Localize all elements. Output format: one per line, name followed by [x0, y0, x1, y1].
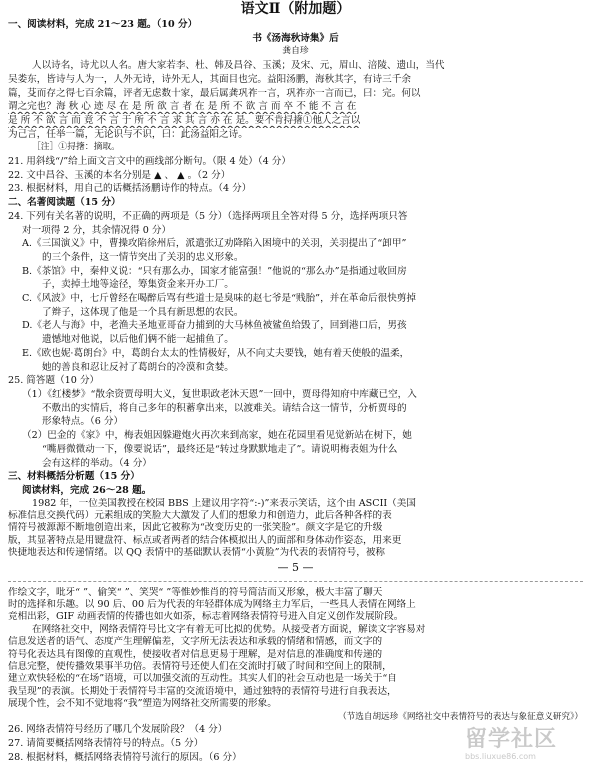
- material-line: 标准信息交换代码）元素组成的笑脸大大激发了人们的想象力和创造力，此后各种各样的表: [8, 510, 392, 522]
- essay-author: 龚自珍: [282, 46, 309, 57]
- passage-line-underlined: 是 所 不 欲 言 而 竟 不 言 于 所 不 言 求 其 言 亦 在 是。要不肯挦撦①他人之言以: [8, 114, 361, 126]
- passage-line: 为己言，任举一篇，无论识与不识，曰：此汤益阳之诗。: [8, 128, 248, 140]
- section1-header: 一、阅读材料，完成 21～23 题。（10 分）: [8, 19, 198, 30]
- question-25-2: （2）巴金的《家》中，梅表姐因躲避炮火再次来到高家，她在花园里看见觉新站在树下，她: [22, 430, 412, 442]
- material-line: 信息发送者的语气、态度产生理解偏差，文字所无法表达和承载的情绪和情感，而文字的: [8, 636, 383, 648]
- material-line: 时的选择和乐趣。以 90 后、00 后为代表的年轻群体成为网络主力军后，一些具人表情在网络上: [8, 599, 416, 611]
- material-line: 1982 年，一位美国教授在校园 BBS 上建议用字符“:-)”来表示笑话，这个由 ASCII（美国: [32, 497, 416, 509]
- material-line: 建立欢快轻松的“在场”语境，可以加强交流的互动性。其实人们的社会互动也是一场关于“自: [8, 673, 397, 685]
- passage-line: 吴娄东，皆诗与人为一，人外无诗，诗外无人，其面目也完。益阳汤鹏，海秋其字，有诗三千余: [8, 73, 411, 85]
- question-27: 27. 请简要概括网络表情符号的特点。（5 分）: [8, 737, 204, 749]
- section2-header: 二、名著阅读题（15 分）: [8, 197, 121, 209]
- option-b-cont: 子，卖掉土地等途径，筹集资金来开办工厂。: [42, 279, 234, 291]
- exam-page: [8, 0, 583, 764]
- passage-line: 人以诗名，诗尤以人名。唐大家若李、杜、韩及昌谷、玉溪；及宋、元，眉山、涪陵、遗山，当代: [32, 60, 445, 72]
- question-22: 22. 文中昌谷、玉溪的本名分别是 ▲ 、 ▲ 。（2 分）: [8, 169, 231, 181]
- page-title: 语文Ⅱ（附加题）: [240, 1, 351, 17]
- option-e-cont: 她的善良和忍让反衬了葛朗台的冷漠和贪婪。: [42, 361, 234, 373]
- question-25-2-cont: 会有这样的举动。（4 分）: [42, 457, 152, 469]
- question-26: 26. 网络表情符号经历了哪几个发展阶段？（4 分）: [8, 724, 228, 736]
- option-a: A.《三国演义》中，曹操攻陷徐州后，派遣张辽劝降陷入困境中的关羽，关羽提出了“卸甲”: [22, 238, 407, 250]
- material-line: 信息完整，使传播效果事半功倍。表情符号还使人们在交流时打破了时间和空间上的限制，: [8, 661, 392, 673]
- question-28: 28. 根据材料，概括网络表情符号流行的原因。（6 分）: [8, 751, 242, 763]
- option-d: D.《老人与海》中，老渔夫圣地亚哥奋力捕到的大马林鱼被鲨鱼给毁了，回到港口后，男孩: [22, 320, 407, 332]
- essay-title: 书《汤海秋诗集》后: [252, 32, 339, 44]
- watermark-logo: [465, 728, 585, 768]
- question-25-1-cont: 形象特点。（6 分）: [42, 416, 124, 428]
- passage-line: 篇，芟而存之得七百余篇，评者无虑数十家，最后属龚巩祚一言，巩祚亦一言而已，曰：完。何以: [8, 87, 421, 99]
- question-25: 25. 简答题（10 分）: [8, 375, 100, 387]
- page-divider: [8, 581, 583, 583]
- material-line: 符号化表达具有图像的直观性，使接收者对信息更易于理解，是对信息的准确度和传递的: [8, 648, 383, 660]
- annotation-note: ［注］①挦撦：摘取。: [32, 142, 120, 153]
- material-line: 作绘文字，吡牙“ ”、偷笑“ ”、笑哭“ ”等惟妙惟肖的符号简洁而又形象，极大丰富了聊天: [8, 586, 383, 598]
- option-c-cont: 了辫子，这体现了他是一个具有新思想的农民。: [42, 306, 244, 318]
- watermark-logo-text: 留学社区: [465, 727, 558, 752]
- option-a-cont: 的三个条件，这一情节突出了关羽的忠义形象。: [42, 251, 244, 263]
- question-24: 24. 下列有关名著的说明，不正确的两项是（5 分）（选择两项且全答对得 5 分，选择两项只答: [8, 210, 408, 222]
- page-number: — 5 —: [277, 560, 314, 574]
- question-25-1: （1）《红楼梦》“散余资贾母明大义，复世职政老沐天恩”一回中，贾母得知府中库藏已空，入: [22, 388, 417, 400]
- section3-header: 三、材料概括分析题（15 分）: [8, 471, 140, 483]
- material-line: 我呈现”的表演。长期处于表情符号丰富的交流语境中，通过独特的表情符号进行自我表达，: [8, 685, 397, 697]
- section3-subheader: 阅读材料，完成 26～28 题。: [22, 484, 152, 496]
- material-source: （节选自胡远珍《网络社交中表情符号的表达与象征意义研究》）: [338, 711, 583, 722]
- option-c: C.《风波》中，七斤曾经在喝醉后骂有些道士是臭味的赵七爷是“贱胎”，并在革命后很快剪掉: [22, 293, 417, 305]
- material-line: 展现个性，会不知不觉地将“我”塑造为网络社交所需要的形象。: [8, 698, 277, 710]
- option-d-cont: 遗憾地对他说，以后他们俩不能一起捕鱼了。: [42, 334, 234, 346]
- question-25-1-cont: 不敷出的实情后，将自己多年的积蓄拿出来，以渡难关。请结合这一情节，分析贾母的: [42, 402, 407, 414]
- question-21: 21. 用斜线“/”给上面文言文中的画线部分断句。（限 4 处）（4 分）: [8, 156, 291, 168]
- question-24-cont: 对一项得 2 分，其余情况得 0 分）: [22, 224, 172, 236]
- question-23: 23. 根据材料，用自己的话概括汤鹏诗作的特点。（4 分）: [8, 183, 252, 195]
- material-line: 快捷地表达和传递情绪。以 QQ 表情中的基础默认表情“小黄脸”为代表的表情符号，被称: [8, 547, 386, 559]
- material-line: 在网络社交中，网络表情符号比文字有着无可比拟的优势。从接受者方面说，解读文字容易对: [32, 623, 426, 635]
- option-e: E.《欧也妮·葛朗台》中，葛朗台太太的性情极好，从不向丈夫要钱，她有着天使般的温柔，: [22, 347, 410, 359]
- watermark-url: bbs.liuxue86.com: [465, 752, 536, 761]
- material-line: 情符号被源源不断地创造出来，因此它被称为“改变历史的一张笑脸”。颜文字是它的升级: [8, 522, 383, 534]
- material-line: 版，其显著特点是用键盘符、标点或者两者的结合体模拟出人的面部和身体动作姿态，用来更: [8, 534, 402, 546]
- passage-line-underlined: 谓之完也？海 秋 心 迹 尽 在 是 所 欲 言 者 在 是 所 不 欲 言 而 卒 不 能 不 言 在: [8, 101, 357, 113]
- option-b: B.《茶馆》中，秦仲义说：“只有那么办，国家才能富强！”他说的“那么办”是指通过收回房: [22, 265, 407, 277]
- question-25-2-cont: “嘴唇微微动一下，像要说话”，最终还是“转过身默默地走了”。请说明梅表姐为什么: [42, 443, 398, 455]
- material-line: 竞相出彩，GIF 动画表情的传播也如火如荼，标志着网络表情符号进入自定义创作发展阶段。: [8, 611, 404, 623]
